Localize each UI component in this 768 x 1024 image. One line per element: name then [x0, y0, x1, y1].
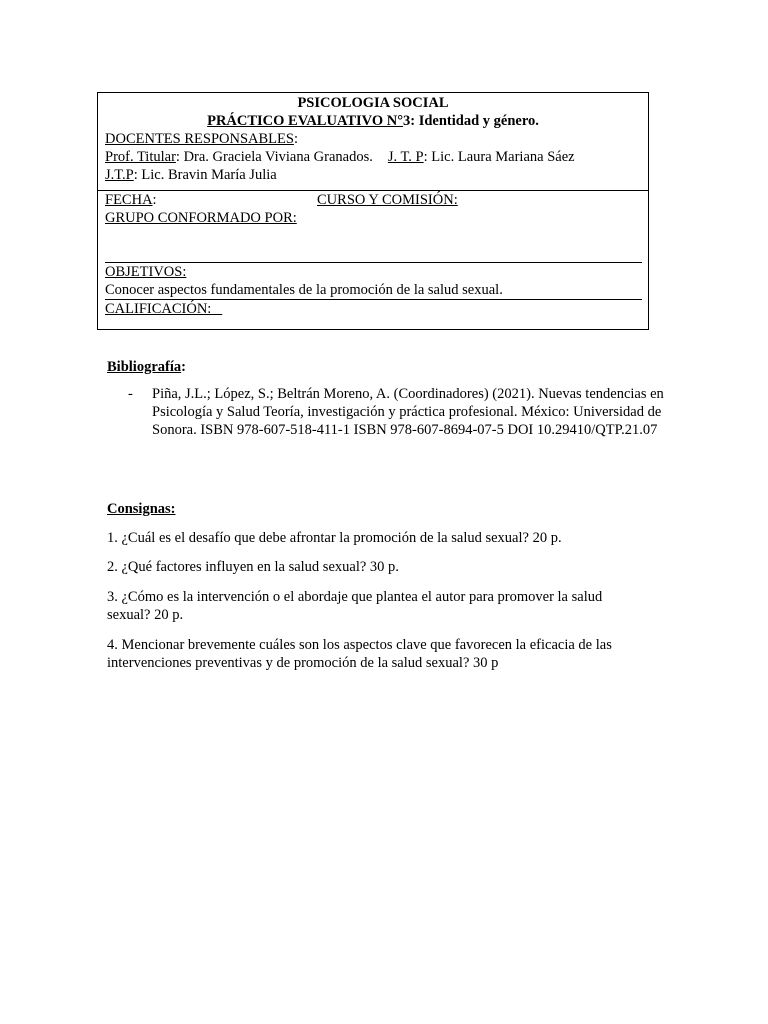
docentes-label: DOCENTES RESPONSABLES [105, 131, 294, 147]
header-info-section [98, 93, 648, 191]
list-bullet: - [128, 386, 133, 402]
grupo-field[interactable] [105, 227, 642, 263]
docentes-line: DOCENTES RESPONSABLES: [105, 131, 298, 147]
jtp2-label: J.T.P [105, 167, 134, 183]
consignas-title: Consignas: [107, 501, 176, 517]
question-1: 1. ¿Cuál es el desafío que debe afrontar la promoción de la salud sexual? 20 p. [107, 530, 562, 546]
fecha-field[interactable]: FECHA: [105, 192, 157, 208]
practice-label: PRÁCTICO EVALUATIVO N° [207, 113, 404, 129]
jtp1-label: J. T. P [387, 149, 424, 165]
objetivos-text: Conocer aspectos fundamentales de la promoción de la salud sexual. [105, 281, 642, 300]
question-4: 4. Mencionar brevemente cuáles son los aspectos clave que favorecen la eficacia de las intervenciones preventivas y de promoción de la salud sexual? 30 p [107, 637, 612, 671]
jtp2-line [105, 166, 641, 184]
curso-label[interactable]: CURSO Y COMISIÓN: [317, 192, 458, 208]
bibliography-reference: Piña, J.L.; López, S.; Beltrán Moreno, A. (Coordinadores) (2021). Nuevas tendencias en Psicología y Salud Teoría, investigación y práctica profesional. México: Universidad de Sonora. ISBN 978-607-518-411-1 ISBN 978-607-8694-07-5 DOI 10.29410/QTP.21.07 [152, 386, 664, 438]
bibliography-item [128, 385, 668, 439]
course-title: PSICOLOGIA SOCIAL [297, 95, 449, 111]
titular-value: : Dra. Graciela Viviana Granados. [175, 149, 373, 165]
practice-title [105, 112, 641, 130]
titular-label: Prof. Titular [105, 149, 176, 165]
titular-line [105, 148, 641, 166]
question-3: 3. ¿Cómo es la intervención o el abordaje que plantea el autor para promover la salud sexual? 20 p. [107, 589, 603, 623]
student-form-section [98, 191, 648, 329]
header-box [97, 92, 649, 330]
fecha-label: FECHA [105, 192, 153, 208]
calificacion-label: CALIFICACIÓN: [105, 301, 223, 317]
objetivos-label: OBJETIVOS: [105, 264, 187, 280]
grupo-label: GRUPO CONFORMADO POR: [105, 210, 297, 226]
question-2: 2. ¿Qué factores influyen en la salud sexual? 30 p. [107, 559, 399, 575]
fecha-curso-row [105, 191, 642, 209]
jtp1-value: : Lic. Laura Mariana Sáez [423, 149, 575, 165]
jtp2-value: : Lic. Bravin María Julia [133, 167, 277, 183]
calificacion-field[interactable] [105, 300, 642, 318]
practice-topic: 3: Identidad y género. [403, 113, 539, 129]
bibliography-title: Bibliografía: [107, 359, 186, 375]
